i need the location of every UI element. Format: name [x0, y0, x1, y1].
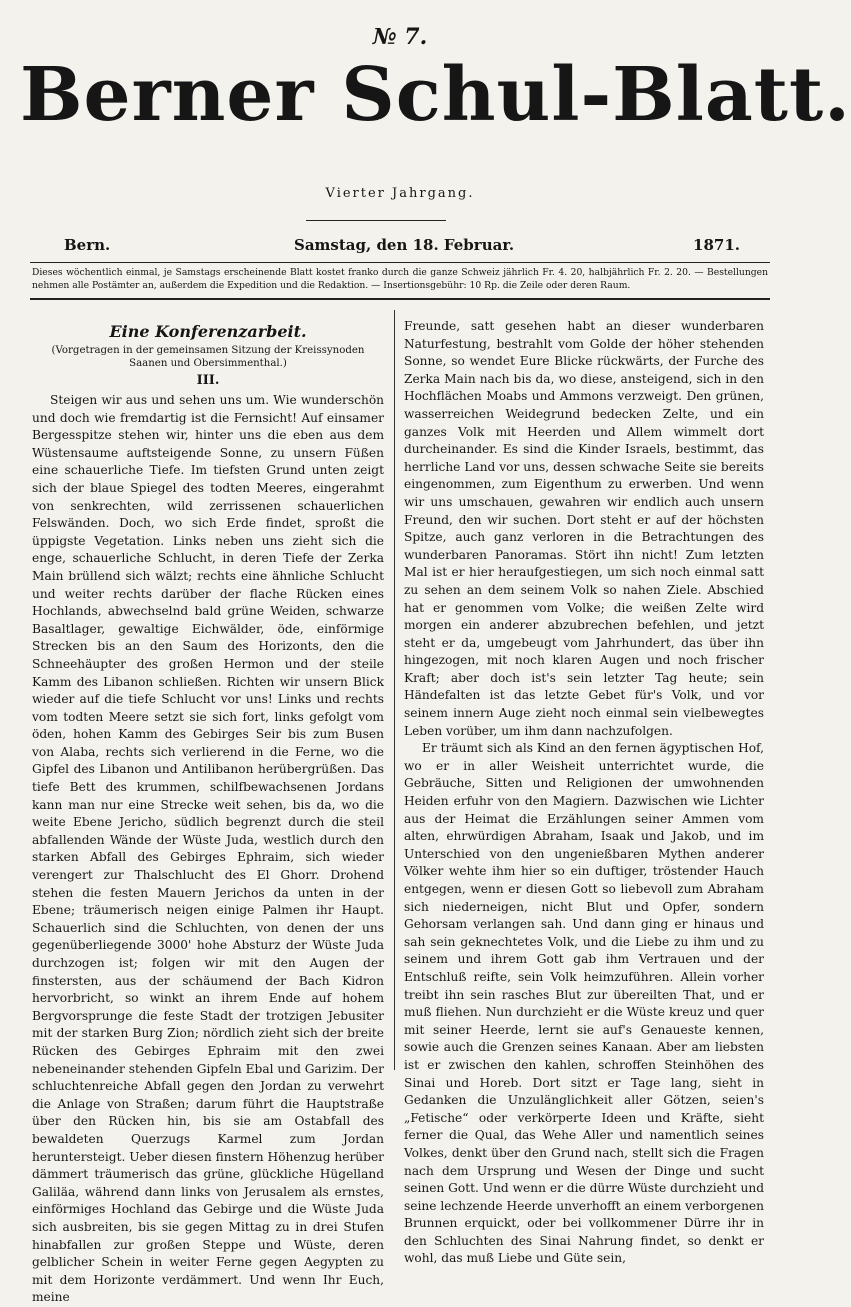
column-divider — [394, 310, 395, 1070]
article-subtitle: (Vorgetragen in der gemeinsamen Sitzung der Kreissynoden Saanen und Obersimmenthal.) — [51, 345, 365, 369]
subscription-notice: Dieses wöchentlich einmal, je Samstags erscheinende Blatt kostet franko durch die ganze Schweiz jährlich Fr. 4. 20, halbjährlich Fr. 2. 20. — Bestellungen nehmen alle Postämter an, außerdem die Expedition und die Redaktion. — Insertionsgebühr: 10 Rp. die Zeile oder deren Raum. — [32, 267, 768, 291]
dateline — [64, 236, 740, 258]
right-column — [404, 318, 764, 1266]
divider — [306, 220, 446, 221]
dateline-year: 1871. — [693, 236, 740, 254]
article-paragraph: Er träumt sich als Kind an den fernen ägyptischen Hof, wo er in aller Weisheit unterrichtet wurde, die Gebräuche, Sitten und Religionen der umwohnenden Heiden erfuhr von den Magiern. Dazwischen wie Lichter aus der Heimat die Erzählungen seiner Ammen vom alten, ehrwürdigen Abraham, Isaak und Jakob, und im Unterschied von den ungenießbaren Mythen anderer Völker wehte ihm hier so ein duftiger, tröstender Hauch entgegen, wenn er diesen Gott so liebevoll zum Abraham sich niederneigen, nicht Blut und Opfer, sondern Gehorsam verlangen sah. Und dann ging er hinaus und sah sein geknechtetes Volk, und die Liebe zu ihm und zu seinem und ihrem Gott gab ihm Vertrauen und der Entschluß reifte, sein Volk heimzuführen. Allein vorher treibt ihn sein rasches Blut zur übereilten That, und er muß fliehen. Nun durchzieht er die Wüste kreuz und quer mit seiner Heerde, lernt sie auf's Genaueste kennen, sowie auch die Grenzen seines Kanaan. Aber am liebsten ist er zwischen den kahlen, schroffen Steinhöhen des Sinai und Horeb. Dort sitzt er Tage lang, sieht in Gedanken die Unzulänglichkeit aller Götzen, seien's „Fetische“ oder verkörperte Ideen und Kräfte, sieht ferner die Qual, das Wehe Aller und namentlich seines Volkes, denkt über den Grund nach, stellt sich die Fragen nach dem Ursprung und Wesen der Dinge und sucht seinen Gott. Und wenn er die dürre Wüste durchzieht und seine lechzende Heerde unverhofft an einem verborgenen Brunnen erquickt, oder bei vollkommener Dürre ihr in den Schluchten des Sinai Nahrung findet, so denkt er wohl, das muß Liebe und Güte sein, — [404, 741, 764, 1266]
dateline-date: Samstag, den 18. Februar. — [294, 236, 515, 254]
dateline-place: Bern. — [64, 236, 111, 254]
left-column — [32, 318, 384, 1305]
article-paragraph: Steigen wir aus und sehen uns um. Wie wunderschön und doch wie fremdartig ist die Fernsicht! Auf einsamer Bergesspitze stehen wir, hinter uns die eben aus dem Wüstensaume auftsteigende Sonne, zu unsern Füßen eine schauerliche Tiefe. Im tiefsten Grund unten zeigt sich der blaue Spiegel des todten Meeres, eingerahmt von senkrechten, wild zerrissenen schauerlichen Felswänden. Doch, wo sich Erde findet, sproßt die üppigste Vegetation. Links neben uns zieht sich die enge, schauerliche Schlucht, in deren Tiefe der Zerka Main brüllend sich wälzt; rechts eine ähnliche Schlucht und weiter rechts darüber der flache Rücken eines Hochlands, abwechselnd bald grüne Weiden, schwarze Basaltlager, gewaltige Eichwälder, öde, einförmige Strecken bis an den Saum des Horizonts, den die Schneehäupter des großen Hermon und der steile Kamm des Libanon schließen. Richten wir unsern Blick wieder auf die tiefe Schlucht vor uns! Links und rechts vom todten Meere setzt sie sich fort, links gefolgt vom öden, hohen Kamm des Gebirges Seir bis zum Busen von Alaba, rechts sich verlierend in die Ferne, wo die Gipfel des Libanon und Antilibanon herübergrüßen. Das tiefe Bett des krummen, schilfbewachsenen Jordans kann man nur eine Strecke weit sehen, bis da, wo die weite Ebene Jericho, südlich begrenzt durch die steil abfallenden Wände der Wüste Juda, westlich durch den starken Abfall des Gebirges Ephraim, sich wieder verengert zur Thalschlucht des El Ghorr. Drohend stehen die festen Mauern Jerichos da unten in der Ebene; träumerisch neigen einige Palmen ihr Haupt. Schauerlich sind die Schluchten, von denen der uns gegenüberliegende 3000' hohe Absturz der Wüste Juda durchzogen ist; folgen wir mit den Augen der finstersten, aus der schäumend der Bach Kidron hervorbricht, so winkt an ihrem Ende auf hohem Bergvorsprunge die feste Stadt der trotzigen Jebusiter mit der starken Burg Zion; nördlich zieht sich der breite Rücken des Gebirges Ephraim mit den zwei nebeneinander stehenden Gipfeln Ebal und Garizim. Der schluchtenreiche Abfall gegen den Jordan zu verwehrt die Anlage von Straßen; darum führt die Hauptstraße über den Rücken hin, bis sie am Ostabfall des bewaldeten Querzugs Karmel zum Jordan heruntersteigt. Ueber diesen finstern Höhenzug herüber dämmert träumerisch das grüne, glückliche Hügelland Galiläa, während dann links von Jerusalem als ernstes, einförmiges Hochland das Gebirge und die Wüste Juda sich ausbreiten, bis sie gegen Mittag zu in drei Stufen hinabfallen zur großen Steppe und Wüste, deren gelblicher Schein in weiter Ferne gegen Aegypten zu mit dem Horizonte verdämmert. Und wenn Ihr Euch, meine — [32, 393, 384, 1305]
divider — [30, 298, 770, 300]
section-number: III. — [196, 373, 220, 388]
masthead-title: Berner Schul-Blatt. — [20, 52, 851, 138]
article-paragraph: Freunde, satt gesehen habt an dieser wunderbaren Naturfestung, bestrahlt vom Golde der höher stehenden Sonne, so wendet Eure Blicke rückwärts, der Furche des Zerka Main nach bis da, wo diese, ansteigend, sich in den Hochflächen Moabs und Ammons verzweigt. Den grünen, wasserreichen Weidegrund bedecken Zelte, und ein ganzes Volk mit Heerden und Allem wimmelt dort durcheinander. Es sind die Kinder Israels, bestimmt, das herrliche Land vor uns, dessen schwache Seite sie bereits eingenommen, zum Eigenthum zu erwerben. Und wenn wir uns umschauen, gewahren wir endlich auch unsern Freund, den wir suchen. Dort steht er auf der höchsten Spitze, auch ganz verloren in die Betrachtungen des wunderbaren Panoramas. Stört ihn nicht! Zum letzten Mal ist er hier heraufgestiegen, um sich noch einmal satt zu sehen an dem seinem Volk so nahen Ziele. Abschied hat er genommen vom Volke; die weißen Zelte wird morgen ein anderer abzubrechen befehlen, und jetzt steht er da, umgebeugt vom Jahrhundert, das über ihn hingezogen, mit noch klaren Augen und noch frischer Kraft; aber doch ist's sein letzter Tag heute; sein Händefalten ist das letzte Gebet für's Volk, und vor seinem innern Auge zieht noch einmal sein vielbewegtes Leben vorüber, um ihm dann nachzufolgen. — [404, 319, 764, 738]
divider — [30, 262, 770, 263]
issue-number: № 7. — [372, 24, 428, 50]
volume-subtitle: Vierter Jahrgang. — [325, 186, 475, 201]
article-title: Eine Konferenzarbeit. — [109, 322, 307, 341]
